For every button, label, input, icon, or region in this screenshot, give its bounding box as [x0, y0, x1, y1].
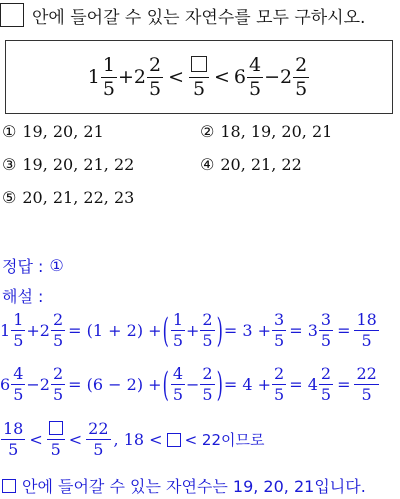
- blank-square-icon: [49, 421, 63, 435]
- option-4[interactable]: ④ 20, 21, 22: [200, 155, 302, 174]
- question-text: 안에 들어갈 수 있는 자연수를 모두 구하시오.: [32, 7, 366, 28]
- whole-1: 1: [87, 66, 100, 88]
- whole-4: 2: [280, 66, 293, 88]
- inequality-box: [5, 40, 393, 114]
- minus-sign: −: [264, 66, 281, 88]
- fraction-4: $\frac{2}{5}$: [295, 53, 308, 100]
- fraction-3: $\frac{4}{5}$: [249, 53, 262, 100]
- whole-2: 2: [133, 66, 146, 88]
- answer-label: 정답 :: [2, 257, 44, 276]
- fraction-blank: 5: [189, 56, 209, 99]
- less-than-2: <: [214, 66, 230, 88]
- plus-sign: +: [117, 66, 134, 88]
- blank-square-icon: [167, 433, 181, 447]
- fraction-2: $\frac{2}{5}$: [148, 53, 162, 100]
- inequality-expression: [87, 53, 310, 100]
- explanation-label: 해설 :: [2, 287, 44, 306]
- solution-line-1: 1 $\frac{1}{5}$ + 2 $\frac{2}{5}$ = (1 + 2) + ( $\frac{1}{5}$ + $\frac{2}{5}$ ) = 3 + $\frac{3}{5}$ = 3 $\frac{3}{5}$ = $\frac{18}{5}$: [0, 310, 377, 351]
- question-row: [0, 0, 365, 30]
- less-than-1: <: [168, 66, 184, 88]
- conclusion-text: 안에 들어갈 수 있는 자연수는 19, 20, 21입니다.: [22, 477, 366, 496]
- option-3[interactable]: ③ 19, 20, 21, 22: [2, 155, 135, 174]
- blank-square-icon: [191, 56, 207, 72]
- solution-line-2: 6 $\frac{4}{5}$ − 2 $\frac{2}{5}$ = (6 − 2) + ( $\frac{4}{5}$ − $\frac{2}{5}$ ) = 4 + $\frac{2}{5}$ = 4 $\frac{2}{5}$ = $\frac{22}{5}$: [0, 364, 377, 405]
- answer-blank-box: [0, 3, 24, 27]
- answer-row: [2, 254, 64, 277]
- option-5[interactable]: ⑤ 20, 21, 22, 23: [2, 188, 135, 207]
- answer-value: ①: [49, 256, 64, 275]
- blank-square-icon: [2, 479, 16, 493]
- conclusion-row: [2, 474, 366, 497]
- solution-line-3: $\frac{18}{5}$ < 5 < $\frac{22}{5}$ , 18 < < 22이므로: [3, 419, 265, 459]
- option-1[interactable]: ① 19, 20, 21: [2, 122, 104, 141]
- whole-3: 6: [233, 66, 247, 88]
- fraction-1: $\frac{1}{5}$: [102, 53, 115, 100]
- option-2[interactable]: ② 18, 19, 20, 21: [200, 122, 333, 141]
